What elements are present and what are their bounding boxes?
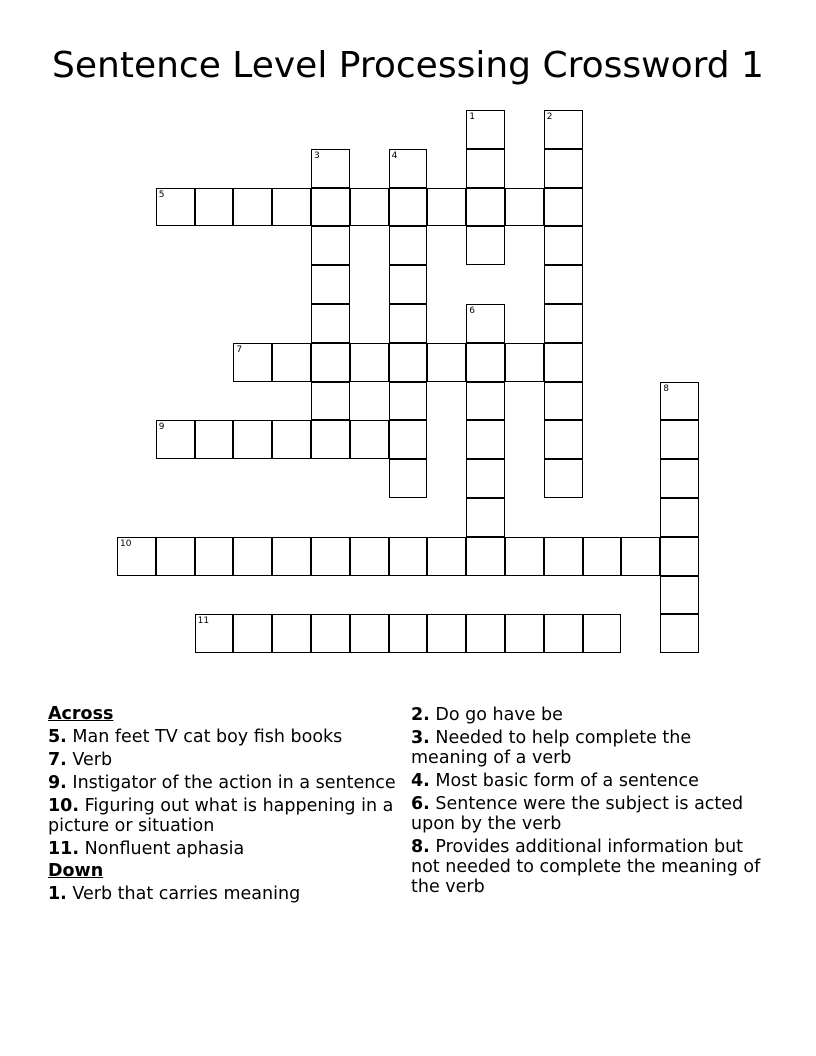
- grid-cell[interactable]: [660, 420, 699, 459]
- grid-cell[interactable]: [350, 537, 389, 576]
- clue-across-11: [48, 839, 400, 859]
- clue-down-4: [411, 771, 771, 791]
- clue-column-right: [411, 702, 771, 897]
- grid-cell[interactable]: [466, 614, 505, 653]
- grid-cell[interactable]: [389, 420, 428, 459]
- down-heading: Down: [48, 861, 104, 881]
- grid-cell[interactable]: [195, 420, 234, 459]
- grid-cell[interactable]: [156, 188, 195, 227]
- grid-cell[interactable]: [466, 343, 505, 382]
- grid-cell[interactable]: [389, 188, 428, 227]
- grid-cell[interactable]: [311, 537, 350, 576]
- cell-number: 10: [120, 538, 132, 549]
- cell-number: 8: [663, 383, 669, 394]
- grid-cell[interactable]: [233, 537, 272, 576]
- clue-number: 8.: [411, 837, 430, 857]
- grid-cell[interactable]: [660, 382, 699, 421]
- grid-cell[interactable]: [311, 304, 350, 343]
- clue-text: Instigator of the action in a sentence: [72, 773, 396, 793]
- clue-text: Sentence were the subject is acted upon by the verb: [411, 794, 744, 834]
- grid-cell[interactable]: [311, 420, 350, 459]
- clue-down-3: [411, 728, 771, 768]
- clue-down-1: [48, 884, 400, 904]
- cell-number: 1: [469, 112, 475, 122]
- grid-cell[interactable]: [311, 343, 350, 382]
- clue-across-7: [48, 750, 400, 770]
- clue-number: 2.: [411, 705, 430, 725]
- grid-cell[interactable]: [621, 537, 660, 576]
- grid-cell[interactable]: [233, 343, 272, 382]
- grid-cell[interactable]: [583, 537, 622, 576]
- clue-text: Needed to help complete the meaning of a verb: [411, 728, 692, 768]
- cell-number: 2: [546, 112, 553, 122]
- grid-cell[interactable]: [544, 226, 583, 265]
- clue-number: 7.: [48, 750, 67, 770]
- cell-number: 7: [236, 344, 243, 355]
- grid-cell[interactable]: [233, 188, 272, 227]
- grid-cell[interactable]: [272, 420, 311, 459]
- cell-number: 11: [197, 616, 210, 627]
- grid-cell[interactable]: [389, 343, 428, 382]
- grid-cell[interactable]: [427, 537, 466, 576]
- clue-text: Nonfluent aphasia: [84, 839, 245, 859]
- grid-cell[interactable]: [505, 537, 544, 576]
- grid-cell[interactable]: [660, 537, 699, 576]
- grid-cell[interactable]: [660, 576, 699, 615]
- clue-number: 11.: [48, 839, 80, 859]
- grid-cell[interactable]: [660, 498, 699, 537]
- clue-text: Verb: [72, 750, 113, 770]
- grid-cell[interactable]: [466, 110, 505, 149]
- clue-down-2: [411, 705, 771, 725]
- grid-cell[interactable]: [505, 343, 544, 382]
- grid-cell[interactable]: [466, 459, 505, 498]
- grid-cell[interactable]: [389, 226, 428, 265]
- grid-cell[interactable]: [544, 382, 583, 421]
- grid-cell[interactable]: [544, 265, 583, 304]
- grid-cell[interactable]: [117, 537, 156, 576]
- grid-cell[interactable]: [389, 265, 428, 304]
- grid-cell[interactable]: [466, 304, 505, 343]
- clue-text: Verb that carries meaning: [72, 884, 301, 904]
- cell-number: 6: [469, 306, 475, 316]
- grid-cell[interactable]: [466, 226, 505, 265]
- grid-cell[interactable]: [272, 614, 311, 653]
- grid-cell[interactable]: [389, 537, 428, 576]
- grid-cell[interactable]: [272, 343, 311, 382]
- grid-cell[interactable]: [350, 614, 389, 653]
- cell-number: 4: [391, 150, 398, 161]
- clue-column-left: [48, 702, 400, 904]
- grid-cell[interactable]: [544, 614, 583, 653]
- clue-text: Most basic form of a sentence: [435, 771, 699, 791]
- grid-cell[interactable]: [660, 459, 699, 498]
- grid-cell[interactable]: [427, 343, 466, 382]
- grid-cell[interactable]: [544, 343, 583, 382]
- grid-cell[interactable]: [544, 537, 583, 576]
- grid-cell[interactable]: [311, 188, 350, 227]
- grid-cell[interactable]: [311, 265, 350, 304]
- grid-cell[interactable]: [427, 614, 466, 653]
- clue-across-10: [48, 796, 400, 836]
- grid-cell[interactable]: [311, 614, 350, 653]
- grid-cell[interactable]: [466, 420, 505, 459]
- grid-cell[interactable]: [466, 188, 505, 227]
- grid-cell[interactable]: [156, 537, 195, 576]
- page-title: Sentence Level Processing Crossword 1: [52, 45, 764, 86]
- clue-across-9: [48, 773, 400, 793]
- grid-cell[interactable]: [466, 537, 505, 576]
- grid-cell[interactable]: [389, 614, 428, 653]
- clue-down-8: [411, 837, 771, 897]
- grid-cell[interactable]: [389, 304, 428, 343]
- grid-cell[interactable]: [427, 188, 466, 227]
- cell-number: 9: [158, 422, 165, 433]
- grid-cell[interactable]: [311, 226, 350, 265]
- clue-number: 10.: [48, 796, 80, 816]
- clue-text: Provides additional information but not needed to complete the meaning of the verb: [411, 837, 761, 897]
- grid-cell[interactable]: [350, 343, 389, 382]
- grid-cell[interactable]: [311, 382, 350, 421]
- clue-number: 1.: [48, 884, 67, 904]
- grid-cell[interactable]: [350, 188, 389, 227]
- clue-number: 3.: [411, 728, 430, 748]
- grid-cell[interactable]: [505, 188, 544, 227]
- grid-cell[interactable]: [389, 382, 428, 421]
- grid-cell[interactable]: [233, 420, 272, 459]
- grid-cell[interactable]: [466, 149, 505, 188]
- clue-across-5: [48, 727, 400, 747]
- grid-cell[interactable]: [195, 537, 234, 576]
- grid-cell[interactable]: [350, 420, 389, 459]
- grid-cell[interactable]: [389, 459, 428, 498]
- grid-cell[interactable]: [272, 188, 311, 227]
- across-heading: Across: [48, 704, 114, 724]
- grid-cell[interactable]: [544, 149, 583, 188]
- grid-cell[interactable]: [156, 420, 195, 459]
- grid-cell[interactable]: [583, 614, 622, 653]
- grid-cell[interactable]: [660, 614, 699, 653]
- grid-cell[interactable]: [544, 459, 583, 498]
- grid-cell[interactable]: [233, 614, 272, 653]
- clue-number: 9.: [48, 773, 67, 793]
- clue-text: Figuring out what is happening in a picture or situation: [48, 796, 394, 836]
- grid-cell[interactable]: [544, 420, 583, 459]
- grid-cell[interactable]: [195, 614, 234, 653]
- grid-cell[interactable]: [466, 382, 505, 421]
- grid-cell[interactable]: [466, 498, 505, 537]
- clue-down-6: [411, 794, 771, 834]
- grid-cell[interactable]: [195, 188, 234, 227]
- grid-cell[interactable]: [505, 614, 544, 653]
- cell-number: 5: [158, 189, 165, 200]
- grid-cell[interactable]: [544, 304, 583, 343]
- grid-cell[interactable]: [311, 149, 350, 188]
- grid-cell[interactable]: [544, 188, 583, 227]
- clue-text: Do go have be: [435, 705, 563, 725]
- clue-text: Man feet TV cat boy fish books: [72, 727, 343, 747]
- clue-number: 4.: [411, 771, 430, 791]
- clue-number: 5.: [48, 727, 67, 747]
- cell-number: 3: [314, 150, 320, 161]
- grid-cell[interactable]: [272, 537, 311, 576]
- grid-cell[interactable]: [389, 149, 428, 188]
- grid-cell[interactable]: [544, 110, 583, 149]
- clue-number: 6.: [411, 794, 430, 814]
